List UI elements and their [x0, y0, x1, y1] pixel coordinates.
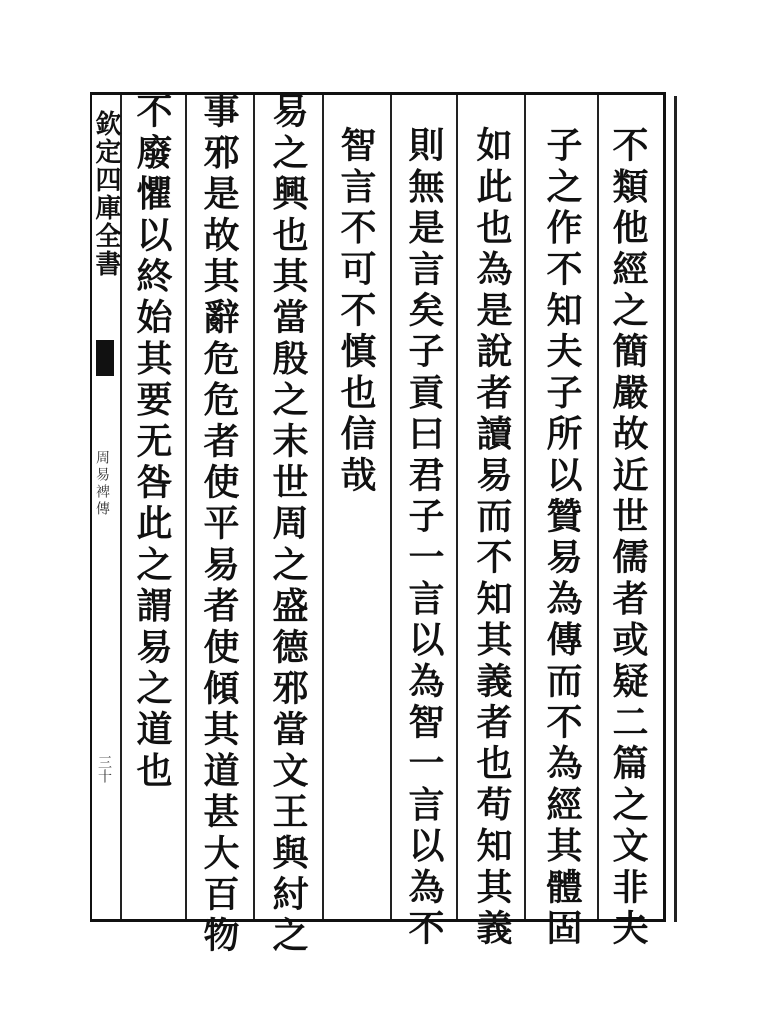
text-column-1: 不類他經之簡嚴故近世儒者或疑二篇之文非夫: [607, 126, 649, 950]
outer-border-line: [674, 96, 677, 922]
text-column-8: 不廢懼以終始其要无咎此之謂易之道也: [131, 92, 173, 793]
margin-collection-title: 欽定四庫全書: [91, 110, 121, 278]
text-column-4: 則無是言矣子貢曰君子一言以為智一言以為不: [403, 126, 445, 950]
column-rule: [253, 95, 255, 919]
margin-page-number: 三十: [96, 755, 112, 783]
text-column-6: 易之興也其當殷之末世周之盛德邪當文王與紂之: [267, 92, 309, 958]
column-rule: [597, 95, 599, 919]
column-rule: [185, 95, 187, 919]
text-column-3: 如此也為是說者讀易而不知其義者也苟知其義: [471, 126, 513, 950]
margin-book-title: 周易裨傳: [94, 450, 110, 518]
column-rule: [390, 95, 392, 919]
column-rule: [524, 95, 526, 919]
text-column-5: 智言不可不慎也信哉: [335, 126, 377, 497]
text-column-2: 子之作不知夫子所以贊易為傳而不為經其體固: [541, 126, 583, 950]
column-rule: [456, 95, 458, 919]
text-column-7: 事邪是故其辭危危者使平易者使傾其道甚大百物: [198, 92, 240, 958]
column-rule: [322, 95, 324, 919]
fishtail-mark: [96, 340, 114, 376]
